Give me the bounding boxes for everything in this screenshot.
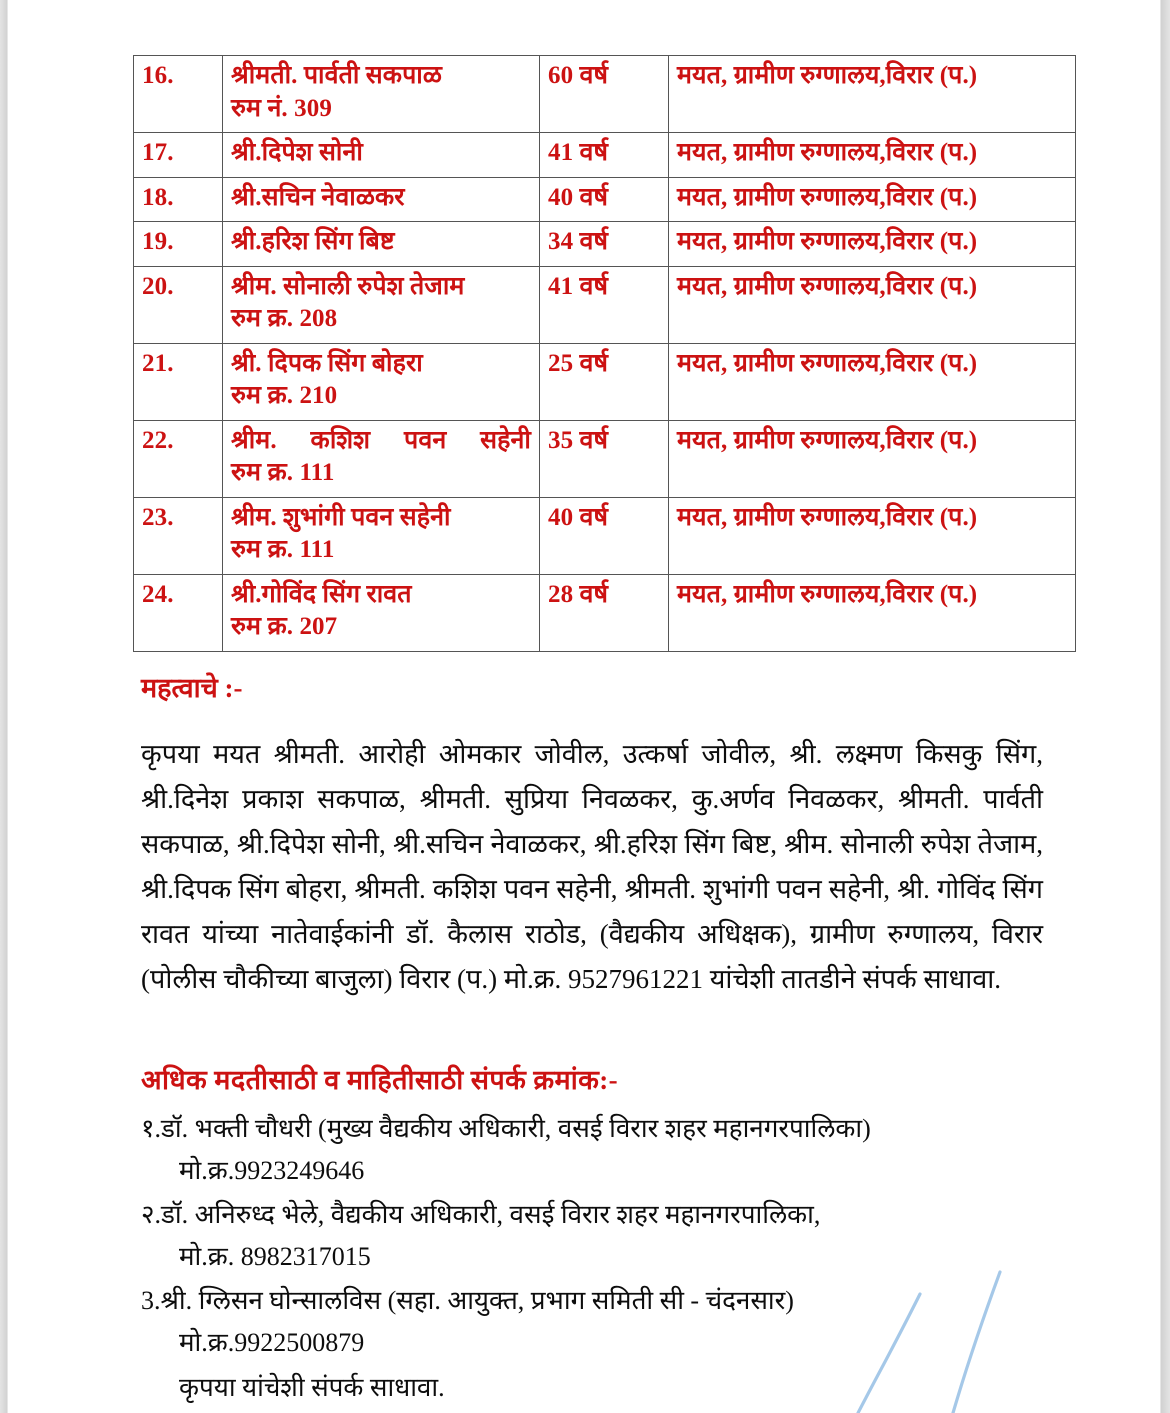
cell-remark: मयत, ग्रामीण रुग्णालय,विरार (प.) xyxy=(669,420,1076,497)
contact-name-line: २.डॉ. अनिरुध्द भेले, वैद्यकीय अधिकारी, वसई विरार शहर महानगरपालिका, xyxy=(141,1200,821,1229)
cell-name xyxy=(223,497,540,574)
cell-age: 40 वर्ष xyxy=(540,177,669,222)
cell-name-line1: श्रीम. शुभांगी पवन सहेनी xyxy=(231,503,451,531)
contact-item xyxy=(141,1280,1071,1364)
cell-name-line1: श्री.दिपेश सोनी xyxy=(231,139,363,166)
victims-table xyxy=(133,55,1076,652)
cell-name xyxy=(223,56,540,133)
cell-name-line1: श्री.गोविंद सिंग रावत xyxy=(231,580,412,608)
contact-list xyxy=(141,1108,1071,1366)
important-note-body: कृपया मयत श्रीमती. आरोही ओमकार जोवील, उत्कर्षा जोवील, श्री. लक्ष्मण किसकु सिंग, श्री.दिनेश प्रकाश सकपाळ, श्रीमती. सुप्रिया निवळकर, कु.अर्णव निवळकर, श्रीमती. पार्वती सकपाळ, श्री.दिपेश सोनी, श्री.सचिन नेवाळकर, श्री.हरिश सिंग बिष्ट, श्रीम. सोनाली रुपेश तेजाम, श्री.दिपक सिंग बोहरा, श्रीमती. कशिश पवन सहेनी, श्रीमती. शुभांगी पवन सहेनी, श्री. गोविंद सिंग रावत यांच्या नातेवाईकांनी डॉ. कैलास राठोड, (वैद्यकीय अधिक्षक), ग्रामीण रुग्णालय, विरार (पोलीस चौकीच्या बाजुला) विरार (प.) मो.क्र. 9527961221 यांचेशी तातडीने संपर्क साधावा. xyxy=(141,739,1043,994)
cell-name-line2: रुम क्र. 111 xyxy=(231,459,335,486)
contact-phone-line[interactable]: मो.क्र.9923249646 xyxy=(179,1156,365,1185)
cell-remark: मयत, ग्रामीण रुग्णालय,विरार (प.) xyxy=(669,266,1076,343)
cell-age: 35 वर्ष xyxy=(540,420,669,497)
table-row xyxy=(134,177,1076,222)
closing-note: कृपया यांचेशी संपर्क साधावा. xyxy=(179,1373,445,1402)
cell-name-line2: रुम क्र. 111 xyxy=(231,536,335,563)
cell-age: 25 वर्ष xyxy=(540,343,669,420)
cell-name-line1: श्रीम. सोनाली रुपेश तेजाम xyxy=(231,272,465,300)
table-row xyxy=(134,222,1076,267)
cell-name xyxy=(223,133,540,178)
table-row xyxy=(134,574,1076,651)
document-page xyxy=(8,0,1160,1413)
cell-age: 28 वर्ष xyxy=(540,574,669,651)
cell-remark: मयत, ग्रामीण रुग्णालय,विरार (प.) xyxy=(669,56,1076,133)
cell-remark: मयत, ग्रामीण रुग्णालय,विरार (प.) xyxy=(669,574,1076,651)
cell-serial: 18. xyxy=(134,177,223,222)
cell-name-line2: रुम क्र. 210 xyxy=(231,382,338,409)
cell-name-line1: श्रीमती. पार्वती सकपाळ xyxy=(231,62,442,89)
cell-age: 34 वर्ष xyxy=(540,222,669,267)
contact-name-line: 3.श्री. ग्लिसन घोन्सालविस (सहा. आयुक्त, प्रभाग समिती सी - चंदनसार) xyxy=(141,1286,794,1315)
cell-remark: मयत, ग्रामीण रुग्णालय,विरार (प.) xyxy=(669,133,1076,178)
cell-serial: 21. xyxy=(134,343,223,420)
cell-remark: मयत, ग्रामीण रुग्णालय,विरार (प.) xyxy=(669,177,1076,222)
cell-serial: 23. xyxy=(134,497,223,574)
contact-phone-line[interactable]: मो.क्र.9922500879 xyxy=(179,1328,365,1357)
table-row xyxy=(134,497,1076,574)
cell-remark: मयत, ग्रामीण रुग्णालय,विरार (प.) xyxy=(669,497,1076,574)
cell-age: 40 वर्ष xyxy=(540,497,669,574)
contact-name-line: १.डॉ. भक्ती चौधरी (मुख्य वैद्यकीय अधिकारी, वसई विरार शहर महानगरपालिका) xyxy=(141,1114,871,1143)
cell-serial: 20. xyxy=(134,266,223,343)
important-note-heading: महत्वाचे :- xyxy=(141,673,243,703)
cell-age: 41 वर्ष xyxy=(540,133,669,178)
cell-remark: मयत, ग्रामीण रुग्णालय,विरार (प.) xyxy=(669,222,1076,267)
cell-name-line1: श्री. दिपक सिंग बोहरा xyxy=(231,349,423,377)
cell-age: 60 वर्ष xyxy=(540,56,669,133)
cell-name-line1: श्रीम. कशिश पवन सहेनी xyxy=(231,426,531,454)
cell-serial: 22. xyxy=(134,420,223,497)
table-row xyxy=(134,266,1076,343)
page-edge-right xyxy=(1160,0,1170,1413)
contact-item xyxy=(141,1108,1071,1192)
table-row xyxy=(134,343,1076,420)
cell-name xyxy=(223,343,540,420)
cell-serial: 24. xyxy=(134,574,223,651)
cell-serial: 17. xyxy=(134,133,223,178)
cell-name xyxy=(223,574,540,651)
table-row xyxy=(134,133,1076,178)
cell-age: 41 वर्ष xyxy=(540,266,669,343)
page-edge-left xyxy=(0,0,8,1413)
contact-phone-line[interactable]: मो.क्र. 8982317015 xyxy=(179,1242,371,1271)
cell-name-line1: श्री.हरिश सिंग बिष्ट xyxy=(231,228,395,255)
cell-name xyxy=(223,177,540,222)
cell-name-line2: रुम नं. 309 xyxy=(231,94,332,122)
cell-name-line1: श्री.सचिन नेवाळकर xyxy=(231,183,405,211)
cell-serial: 19. xyxy=(134,222,223,267)
table-row xyxy=(134,56,1076,133)
contact-section-heading: अधिक मदतीसाठी व माहितीसाठी संपर्क क्रमांक:- xyxy=(141,1065,619,1095)
table-row xyxy=(134,420,1076,497)
cell-name xyxy=(223,266,540,343)
cell-serial: 16. xyxy=(134,56,223,133)
contact-item xyxy=(141,1194,1071,1278)
cell-name xyxy=(223,420,540,497)
cell-name xyxy=(223,222,540,267)
cell-name-line2: रुम क्र. 207 xyxy=(231,613,338,640)
cell-name-line2: रुम क्र. 208 xyxy=(231,305,338,332)
cell-remark: मयत, ग्रामीण रुग्णालय,विरार (प.) xyxy=(669,343,1076,420)
